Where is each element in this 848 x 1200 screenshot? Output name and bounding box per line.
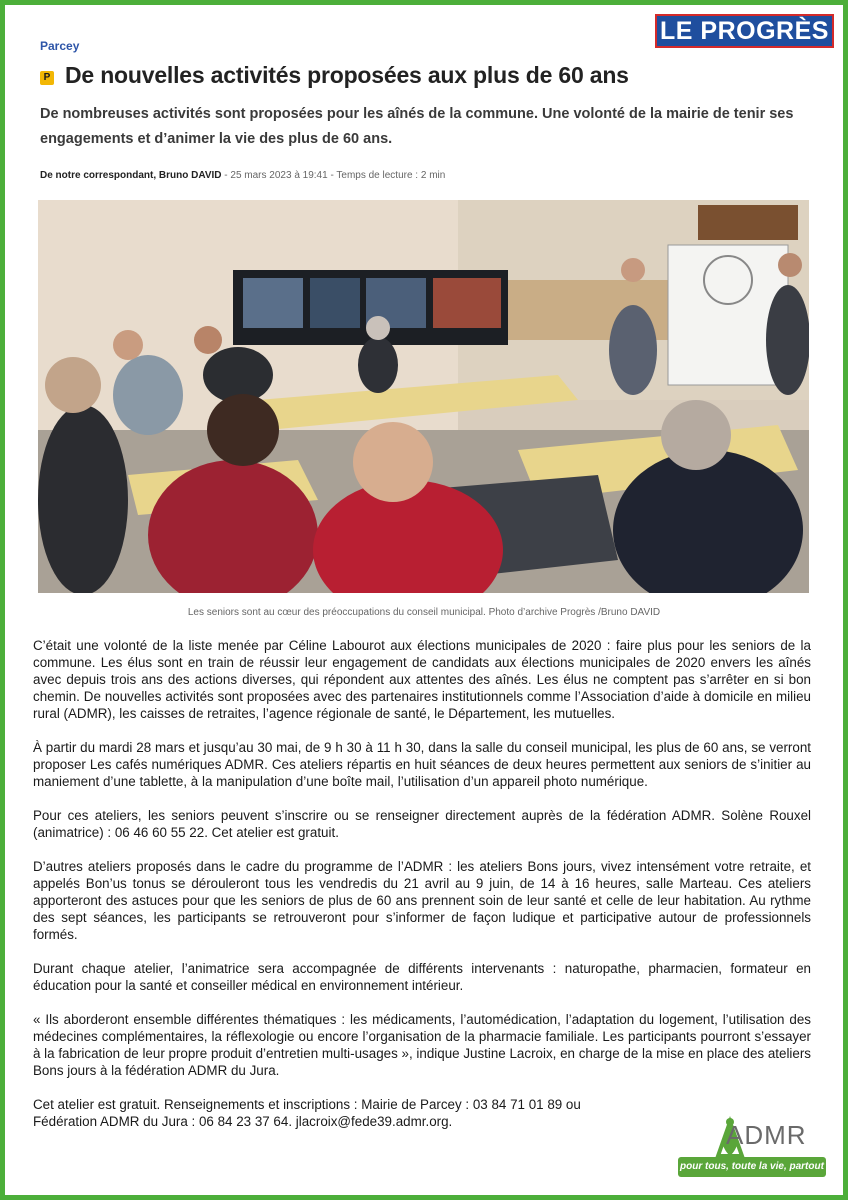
article-photo xyxy=(38,200,809,593)
paragraph: Durant chaque atelier, l’animatrice sera accompagnée de différents intervenants : naturopathe, pharmacien, formateur en éducation pour la santé et conseiller médical en environnement intérieur. xyxy=(33,961,811,993)
article-byline xyxy=(40,170,445,181)
admr-tagline: pour tous, toute la vie, partout xyxy=(678,1157,826,1177)
paragraph: « Ils aborderont ensemble différentes thématiques : les médicaments, l’automédication, l’adaptation du logement, l’utilisation des médecines complémentaires, la réflexologie ou encore l’organisation de la pharmacie familiale. Les participants pourront s’essayer à la fabrication de leur propre produit d’entretien multi-usages », indique Justine Lacroix, en charge de la mise en place des ateliers Bons jours à la fédération ADMR du Jura. xyxy=(33,1012,811,1078)
admr-wordmark: ADMR xyxy=(726,1120,807,1150)
paragraph: C’était une volonté de la liste menée par Céline Labourot aux élections municipales de 2020 : faire plus pour les seniors de la commune. Les élus sont en train de réussir leur engagement de candidats aux élections municipales de 2020 envers les aînés avec depuis trois ans des actions diverses, qui répondent aux attentes des aînés. Les élus ne comptent pas s’arrêter en si bon chemin. De nouvelles activités sont proposées avec des partenaires institutionnels comme l’Association d’aide à domicile en milieu rural (ADMR), les caisses de retraites, l’agence régionale de santé, le Département, les mutuelles. xyxy=(33,638,811,721)
contact-line: Cet atelier est gratuit. Renseignements et inscriptions : Mairie de Parcey : 03 84 71 01 89 ou xyxy=(33,1097,581,1112)
paragraph: D’autres ateliers proposés dans le cadre du programme de l’ADMR : les ateliers Bons jours, vivez intensément votre retraite, et appelés Bon’us tonus se dérouleront tous les vendredis du 21 avril au 9 juin, de 14 à 16 heures, salle Marteau. Ces ateliers apporteront des astuces pour que les seniors de plus de 60 ans prennent soin de leur santé et celle de leur habitation. Au rythme des sept séances, les participants se retrouveront pour s’informer de façon ludique et participative autour de professionnels formés. xyxy=(33,859,811,942)
section-label[interactable]: Parcey xyxy=(40,39,80,53)
article-lead: De nombreuses activités sont proposées pour les aînés de la commune. Une volonté de la mairie de tenir ses engagements et d’animer la vie des plus de 60 ans. xyxy=(40,106,794,147)
meeting-room-photo xyxy=(38,200,809,593)
byline-meta: - 25 mars 2023 à 19:41 - Temps de lecture : 2 min xyxy=(221,170,446,181)
premium-badge-icon: P xyxy=(40,71,54,85)
contact-line: Fédération ADMR du Jura : 06 84 23 37 64. jlacroix@fede39.admr.org. xyxy=(33,1114,453,1129)
article-title: De nouvelles activités proposées aux plus de 60 ans xyxy=(65,62,629,88)
byline-author: De notre correspondant, Bruno DAVID xyxy=(40,170,222,181)
le-progres-logo[interactable]: LE PROGRÈS xyxy=(655,14,834,48)
photo-caption: Les seniors sont au cœur des préoccupations du conseil municipal. Photo d’archive Progrès /Bruno DAVID xyxy=(187,607,661,618)
paragraph: À partir du mardi 28 mars et jusqu’au 30 mai, de 9 h 30 à 11 h 30, dans la salle du conseil municipal, les plus de 60 ans, se verront proposer Les cafés numériques ADMR. Ces ateliers répartis en huit séances de deux heures permettent aux seniors de s’initier au maniement d’une tablette, à la manipulation d’une boîte mail, l’utilisation d’un appareil photo numérique. xyxy=(33,740,811,789)
article-body xyxy=(33,637,811,1130)
paragraph: Pour ces ateliers, les seniors peuvent s’inscrire ou se renseigner directement auprès de la fédération ADMR. Solène Rouxel (animatrice) : 06 46 60 55 22. Cet atelier est gratuit. xyxy=(33,808,811,840)
